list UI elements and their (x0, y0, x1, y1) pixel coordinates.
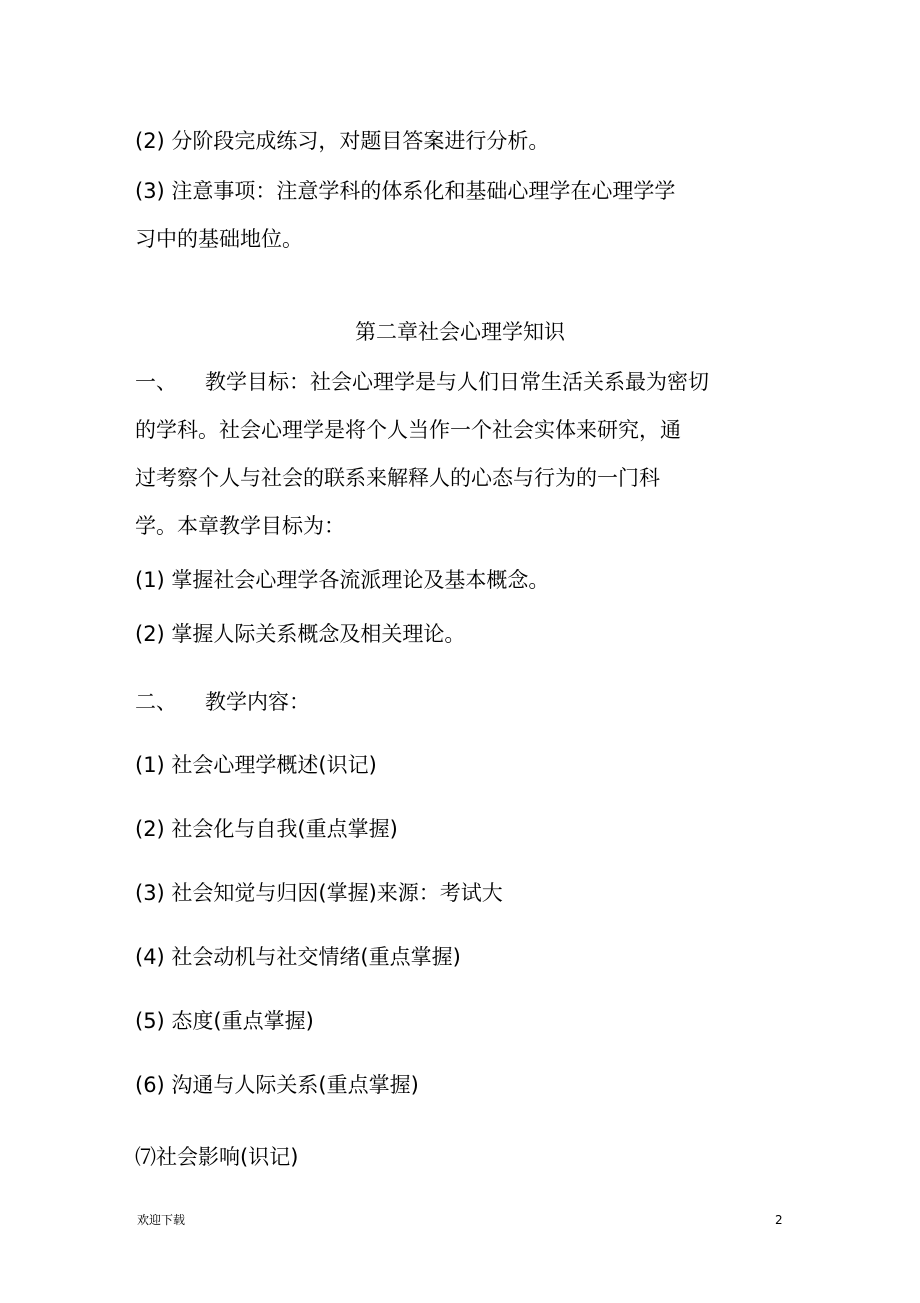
paragraph-line: 教学目标：社会心理学是与人们日常生活关系最为密切 (205, 370, 709, 394)
list-item: (6) 沟通与人际关系(重点掌握) (135, 1073, 419, 1097)
page-number: 2 (775, 1213, 783, 1227)
section-number: 二、 (135, 690, 177, 714)
chapter-title: 第二章社会心理学知识 (355, 320, 565, 344)
list-item: (2) 掌握人际关系概念及相关理论。 (135, 622, 466, 646)
paragraph-line: 的学科。社会心理学是将个人当作一个社会实体来研究，通 (135, 418, 681, 442)
footer-text: 欢迎下载 (137, 1213, 186, 1227)
paragraph-line: 学。本章教学目标为： (135, 514, 345, 538)
list-item: (2) 社会化与自我(重点掌握) (135, 817, 398, 841)
text-line: (3) 注意事项：注意学科的体系化和基础心理学在心理学学 (135, 179, 676, 203)
section-heading (135, 689, 310, 715)
list-item: (5) 态度(重点掌握) (135, 1009, 314, 1033)
list-item: (1) 社会心理学概述(识记) (135, 753, 377, 777)
section-heading (135, 369, 709, 395)
list-item: (3) 社会知觉与归因(掌握)来源：考试大 (135, 881, 503, 905)
list-item: (1) 掌握社会心理学各流派理论及基本概念。 (135, 568, 550, 592)
list-item: ⑺社会影响(识记) (135, 1145, 299, 1169)
text-line: (2) 分阶段完成练习，对题目答案进行分析。 (135, 129, 550, 153)
section-number: 一、 (135, 370, 177, 394)
text-line: 习中的基础地位。 (135, 227, 303, 251)
list-item: (4) 社会动机与社交情绪(重点掌握) (135, 945, 461, 969)
section-title: 教学内容： (205, 690, 310, 714)
paragraph-line: 过考察个人与社会的联系来解释人的心态与行为的一门科 (135, 466, 660, 490)
